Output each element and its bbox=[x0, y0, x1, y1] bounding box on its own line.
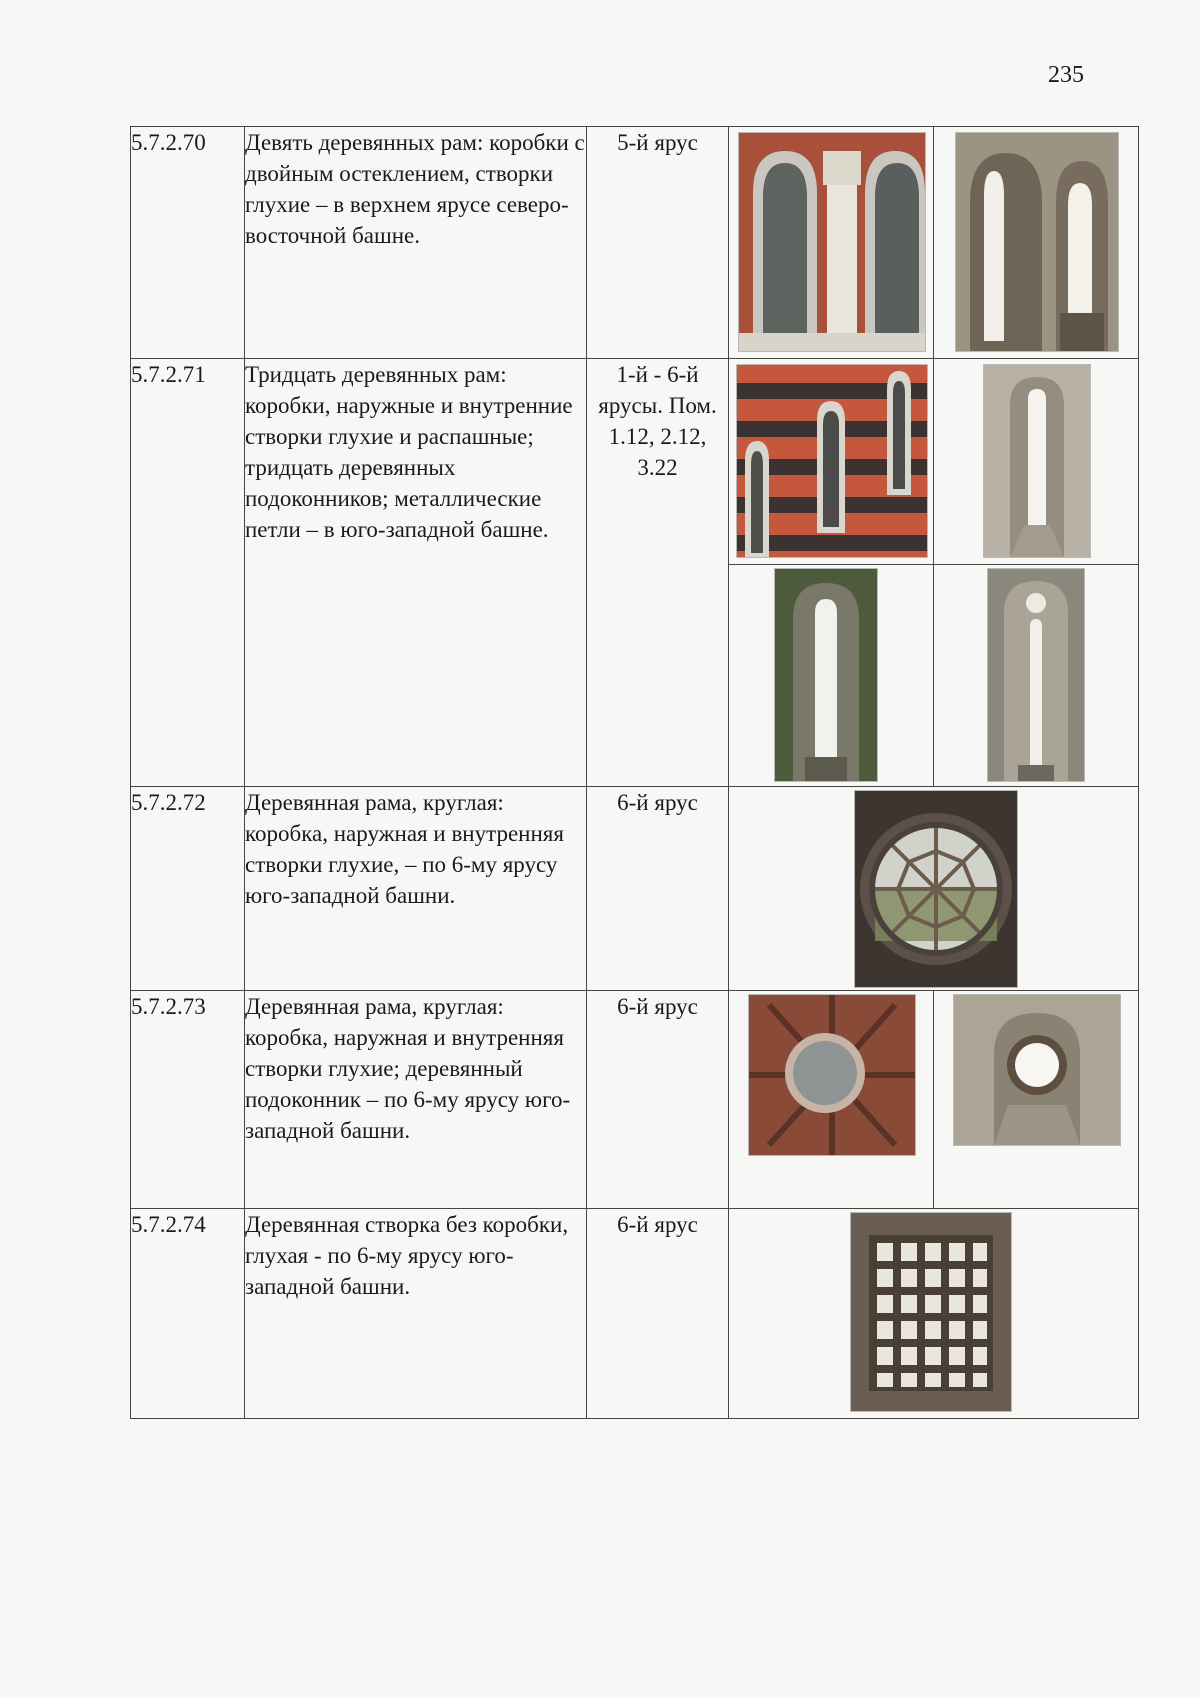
photo-round-window-brick-surround bbox=[749, 995, 915, 1155]
photo-interior-arched-windows bbox=[956, 133, 1118, 351]
photo-cell bbox=[934, 991, 1139, 1209]
photo-cell bbox=[729, 565, 934, 787]
window-register-table bbox=[130, 126, 1139, 1419]
row-tier: 1-й - 6-й ярусы. Пом. 1.12, 2.12, 3.22 bbox=[587, 359, 729, 787]
row-description: Девять деревянных рам: коробки с двойным остеклением, створки глухие – в верхнем ярусе северо-восточной башне. bbox=[245, 127, 587, 359]
photo-wooden-grid-sash bbox=[851, 1213, 1011, 1411]
table-row bbox=[131, 127, 1139, 359]
row-code: 5.7.2.72 bbox=[131, 787, 245, 991]
table-row bbox=[131, 991, 1139, 1209]
photo-cell bbox=[729, 1209, 1139, 1419]
table-row bbox=[131, 359, 1139, 565]
photo-cell bbox=[729, 359, 934, 565]
photo-green-window-niche bbox=[775, 569, 877, 781]
photo-cell bbox=[934, 565, 1139, 787]
row-description: Тридцать деревянных рам: коробки, наружные и внутренние створки глухие и распашные; тридцать деревянных подоконников; металлические петли – в юго-западной башне. bbox=[245, 359, 587, 787]
row-tier: 5-й ярус bbox=[587, 127, 729, 359]
row-code: 5.7.2.74 bbox=[131, 1209, 245, 1419]
row-code: 5.7.2.70 bbox=[131, 127, 245, 359]
row-tier: 6-й ярус bbox=[587, 991, 729, 1209]
row-code: 5.7.2.73 bbox=[131, 991, 245, 1209]
table-row bbox=[131, 1209, 1139, 1419]
row-code: 5.7.2.71 bbox=[131, 359, 245, 787]
photo-cell bbox=[729, 991, 934, 1209]
row-tier: 6-й ярус bbox=[587, 787, 729, 991]
photo-round-window-interior bbox=[954, 995, 1120, 1145]
photo-cell bbox=[934, 359, 1139, 565]
photo-cell bbox=[934, 127, 1139, 359]
table-row bbox=[131, 787, 1139, 991]
row-description: Деревянная рама, круглая: коробка, наружная и внутренняя створки глухие; деревянный подоконник – по 6-му ярусу юго-западной башни. bbox=[245, 991, 587, 1209]
photo-narrow-window-niche bbox=[984, 365, 1090, 557]
photo-cell bbox=[729, 787, 1139, 991]
photo-brick-arched-windows bbox=[739, 133, 925, 351]
photo-cell bbox=[729, 127, 934, 359]
row-description: Деревянная створка без коробки, глухая - по 6-му ярусу юго-западной башни. bbox=[245, 1209, 587, 1419]
page-number: 235 bbox=[1048, 62, 1084, 88]
photo-grey-window-niche bbox=[988, 569, 1084, 781]
photo-striped-brick-facade bbox=[737, 365, 927, 557]
row-tier: 6-й ярус bbox=[587, 1209, 729, 1419]
photo-round-spiderweb-window bbox=[855, 791, 1017, 987]
row-description: Деревянная рама, круглая: коробка, наружная и внутренняя створки глухие, – по 6-му ярусу юго-западной башни. bbox=[245, 787, 587, 991]
